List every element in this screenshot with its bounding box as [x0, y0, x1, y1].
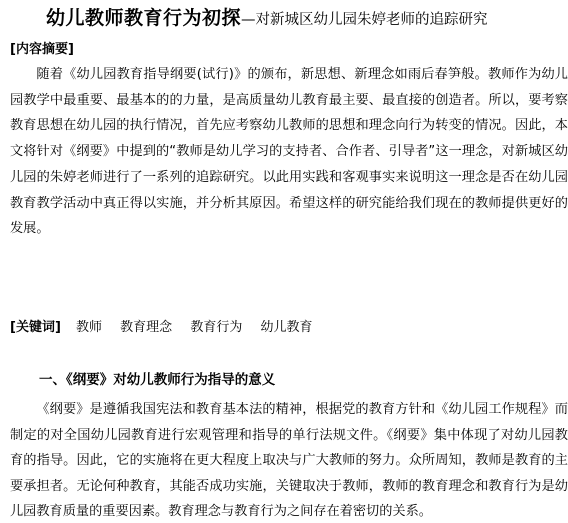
keyword-item: 幼儿教育 — [260, 320, 313, 335]
keywords-label: [关键词] — [10, 320, 61, 335]
abstract-paragraph: 随着《幼儿园教育指导纲要(试行)》的颁布，新思想、新理念如雨后春笋般。教师作为幼儿园教学中最重要、最基本的的力量，是高质量幼儿教育最主要、最直接的创造者。所以，要考察教育思想在幼儿园的执行情况，首先应考察幼儿教师的思想和理念向行为转变的情况。因此，本文将针对《纲要》中提到的“教师是幼儿学习的支持者、合作者、引导者”这一理念，对新城区幼儿园的朱婷老师进行了一系列的追踪研究。以此用实践和客观事实来说明这一理念是否在幼儿园教育教学活动中真正得以实施，并分析其原因。希望这样的研究能给我们现在的教师提供更好的发展。 — [10, 67, 568, 237]
section-heading: 一、《纲要》对幼儿教师行为指导的意义 — [39, 372, 276, 388]
document-title — [46, 3, 566, 29]
keywords-list — [76, 316, 326, 335]
section-paragraph: 《纲要》是遵循我国宪法和教育基本法的精神，根据党的教育方针和《幼儿园工作规程》而制定的对全国幼儿园教育进行宏观管理和指导的单行法规文件。《纲要》集中体现了对幼儿园教育的指导。因此，它的实施将在更大程度上取决与广大教师的努力。众所周知，教师是教育的主要承担者。无论何种教育，其能否成功实施，关键取决于教师，教师的教育理念和教育行为是幼儿园教育质量的重要因素。教育理念与教育行为之间存在着密切的关系。 — [10, 402, 568, 520]
keyword-item: 教育行为 — [190, 320, 243, 335]
abstract-label: [内容摘要] — [10, 42, 74, 57]
title-main: 幼儿教师教育行为初探 — [46, 7, 242, 29]
keyword-item: 教育理念 — [120, 320, 173, 335]
title-subtitle: —对新城区幼儿园朱婷老师的追踪研究 — [241, 12, 488, 28]
keyword-item: 教师 — [76, 320, 103, 335]
